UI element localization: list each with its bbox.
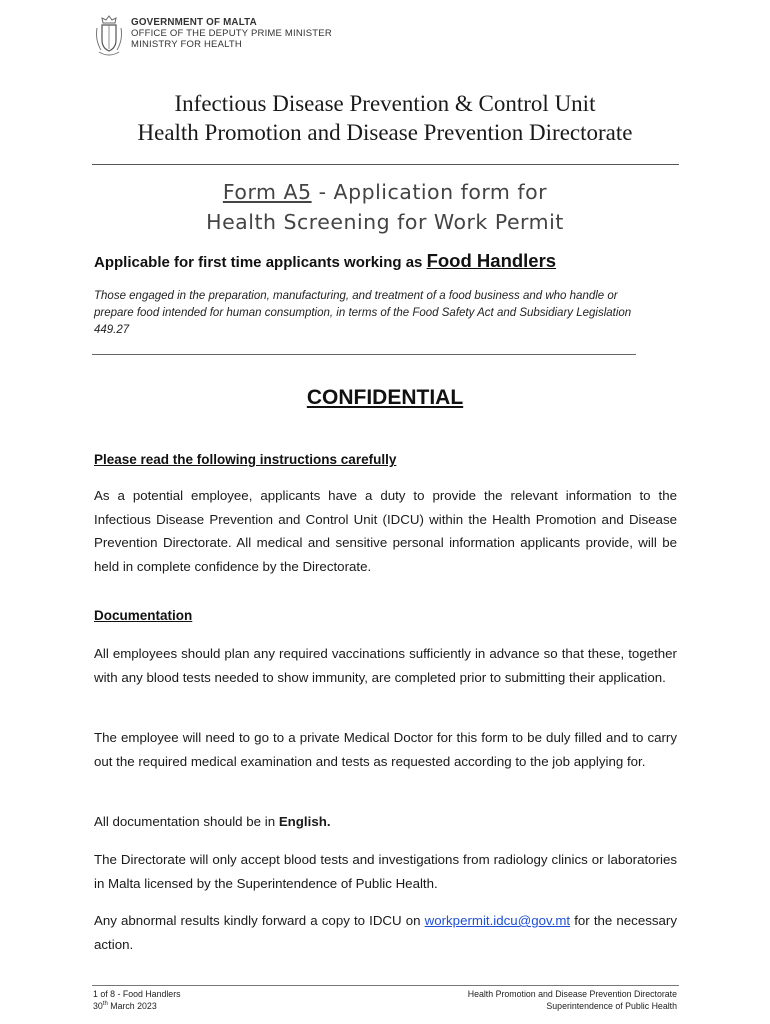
unit-title-line1: Infectious Disease Prevention & Control Unit	[174, 91, 596, 116]
form-title-part1: - Application form for	[311, 180, 548, 204]
footer-divider	[92, 985, 679, 986]
description-divider	[92, 354, 636, 355]
letterhead	[93, 14, 332, 58]
footer-directorate: Health Promotion and Disease Prevention Directorate	[467, 989, 677, 999]
applicability-role: Food Handlers	[426, 250, 557, 271]
footer-right	[468, 988, 677, 1012]
abnormal-tail: for the necessary action.	[94, 913, 677, 952]
abnormal-results-paragraph	[94, 909, 677, 956]
header-divider	[92, 164, 679, 165]
form-title	[40, 177, 730, 237]
applicability-heading	[94, 250, 556, 272]
abnormal-lead: Any abnormal results kindly forward a copy to IDCU on	[94, 913, 425, 928]
english-lead: All documentation should be in	[94, 814, 279, 829]
footer-date	[93, 1000, 181, 1012]
instructions-paragraph: As a potential employee, applicants have a duty to provide the relevant information to the Infectious Disease Prevention and Control Unit (IDCU) within the Health Promotion and Disease Prevention Directorate. All medical and sensitive personal information applicants provide, will be held in complete confidence by the Directorate.	[94, 488, 677, 574]
documentation-heading: Documentation	[94, 608, 193, 623]
vaccinations-paragraph: All employees should plan any required vaccinations sufficiently in advance so that these, together with any blood tests needed to show immunity, are completed prior to submitting their application.	[94, 646, 677, 685]
confidential-heading: CONFIDENTIAL	[306, 386, 464, 409]
applicability-description: Those engaged in the preparation, manufacturing, and treatment of a food business and who handle or prepare food intended for human consumption, in terms of the Food Safety Act and Subsidiary Legislation 449.27	[94, 290, 632, 336]
letterhead-ministry: MINISTRY FOR HEALTH	[131, 39, 242, 50]
footer-superintendence: Superintendence of Public Health	[546, 1001, 677, 1011]
footer-date-rest: March 2023	[107, 1001, 157, 1011]
unit-title-line2: Health Promotion and Disease Prevention Directorate	[137, 120, 633, 145]
applicability-lead: Applicable for first time applicants working as	[94, 254, 427, 271]
footer-date-day: 30	[93, 1001, 103, 1011]
english-paragraph	[94, 810, 677, 834]
medical-doctor-paragraph: The employee will need to go to a private Medical Doctor for this form to be duly filled and to carry out the required medical examination and tests as requested according to the job applying for.	[94, 730, 677, 769]
letterhead-government: GOVERNMENT OF MALTA	[131, 17, 257, 28]
footer-page-number: 1 of 8 - Food Handlers	[93, 989, 181, 999]
letterhead-office: OFFICE OF THE DEPUTY PRIME MINISTER	[131, 28, 332, 39]
form-title-line2: Health Screening for Work Permit	[206, 210, 564, 234]
footer-left	[93, 988, 181, 1012]
malta-coat-of-arms-icon	[93, 14, 125, 58]
instructions-heading: Please read the following instructions carefully	[94, 452, 397, 467]
letterhead-text	[131, 14, 332, 50]
laboratories-paragraph: The Directorate will only accept blood tests and investigations from radiology clinics or laboratories in Malta licensed by the Superintendence of Public Health.	[94, 852, 677, 891]
unit-title	[40, 89, 730, 147]
idcu-email-link[interactable]: workpermit.idcu@gov.mt	[424, 913, 571, 928]
form-code: Form A5	[222, 180, 312, 204]
footer-date-suffix: th	[102, 1001, 108, 1008]
english-bold: English.	[278, 814, 331, 829]
